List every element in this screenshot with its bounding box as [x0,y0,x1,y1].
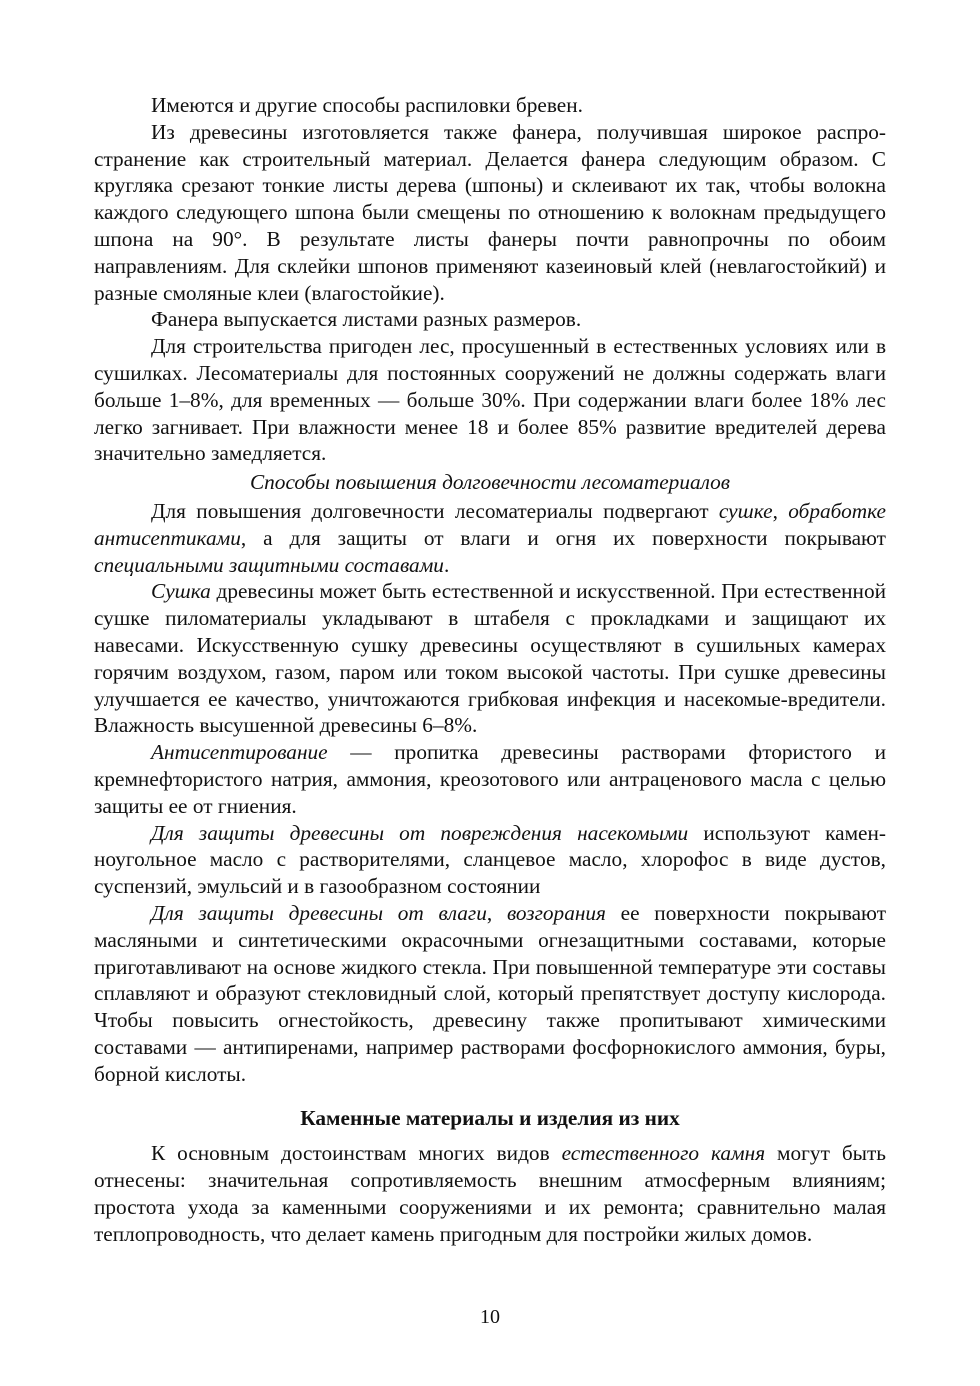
subheading-durability-methods: Способы повышения долговечности лесоматериалов [249,470,731,495]
emphasis-natural-stone: естественного камня [561,1141,766,1166]
emphasis-ignition: возгорания [506,900,606,925]
emphasis-drying-term: Сушка [151,579,211,604]
page-body [94,92,886,1247]
emphasis-moisture-protection: Для защиты древесины от влаги [151,900,487,925]
section-heading-stone-materials: Каменные материалы и изделия из них [300,1106,680,1131]
paragraph-sawing-methods: Имеются и другие способы распиловки бревен. [151,93,583,117]
emphasis-drying: сушке [718,498,773,523]
paragraph-antiseptic: Антисептирование — пропитка древесины растворами фтористого и кремнефтористого натрия, аммония, креозотового или антраценового масла с целью защиты ее от гниения. [94,740,886,818]
emphasis-insect-protection: Для защиты древесины от повреждения насекомыми [151,820,689,845]
emphasis-antiseptic-treatment: обработке антисептиками [94,498,886,550]
emphasis-antiseptic-term: Антисептирование [151,740,328,765]
paragraph-insect-protection: Для защиты древесины от повреждения насекомыми используют каменноугольное масло с растворителями, сланцевое масло, хлорофос в виде дустов, суспензий, эмульсий и в газообразном состоянии [94,820,886,899]
paragraph-drying: Сушка древесины может быть естественной и искусственной. При естественной сушке пиломатериалы укладывают в штабеля с прокладками и защищают их навесами. Искусственную сушку древесины осуществляют в сушильных камерах горячим воздухом, газом, паром или током высокой частоты. При сушке древесины улучшается ее качество, уничтожаются грибковая инфекция и насекомые-вредители. Влажность высушенной древесины 6–8%. [94,579,886,738]
emphasis-protective-compounds: специальными защитными составами [94,552,444,577]
paragraph-timber-moisture: Для строительства пригоден лес, просушенный в естественных условиях или в сушилках. Лесоматериалы для постоянных сооружений не должны содержать влаги больше 1–8%, для временных — больше 30%. При содержании влаги более 18% лес легко загнивает. При влажности менее 18 и более 85% развитие вредителей дерева значительно замедляется. [94,334,886,466]
paragraph-plywood-sizes: Фанера выпускается листами разных размеров. [151,307,582,332]
paragraph-fire-moisture-protection: Для защиты древесины от влаги, возгорания ее поверхности покрывают масляными и синтетическими окрасочными огнезащитными составами, которые приготавливают на основе жидкого стекла. При повышенной температуре эти составы сплавляют и образуют стекловидный слой, который препятствует доступу кислорода. Чтобы повысить огнестойкость, древесину также пропитывают химическими составами — антипиренами, например растворами фосфорнокислого аммония, буры, борной кислоты. [94,900,886,1086]
page-number: 10 [480,1306,500,1328]
paragraph-durability-intro: Для повышения долговечности лесоматериалы подвергают сушке, обработке антисептиками, а для защиты от влаги и огня их поверхности покрывают специальными защитными составами. [94,498,886,577]
paragraph-plywood-manufacturing: Из древесины изготовляется также фанера, получившая широкое распространение как строительный материал. Делается фанера следующим образом. С кругляка срезают тонкие листы дерева (шпоны) и склеивают их так, чтобы волокна каждого следующего шпона были смещены по отношению к волокнам предыдущего шпона на 90°. В результате листы фанеры почти равнопрочны по обоим направлениям. Для склейки шпонов применяют казеиновый клей (невлагостойкий) и разные смоляные клеи (влагостойкие). [94,119,886,305]
paragraph-stone-advantages: К основным достоинствам многих видов естественного камня могут быть отнесены: значительная сопротивляемость внешним атмосферным влияниям; простота ухода за каменными сооружениями и их ремонта; сравнительно малая теплопроводность, что делает камень пригодным для постройки жилых домов. [94,1141,886,1246]
